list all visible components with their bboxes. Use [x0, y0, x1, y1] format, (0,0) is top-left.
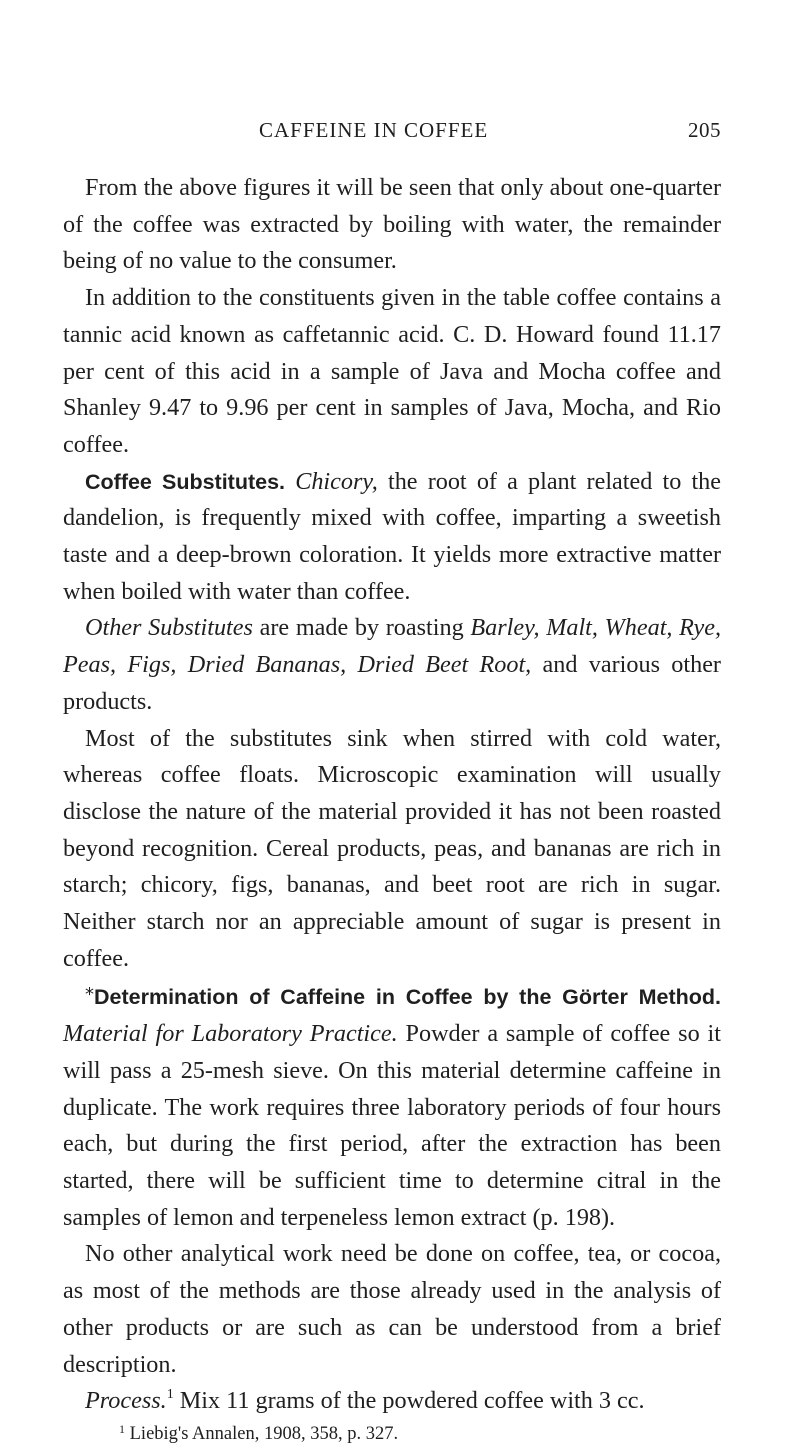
- paragraph-gorter-method: [63, 977, 721, 1236]
- italic-chicory: Chicory,: [295, 467, 378, 495]
- paragraph-text: and various other products.: [63, 651, 721, 715]
- footnote-reference: 1: [166, 1387, 174, 1403]
- italic-other-substitutes: Other Substitutes: [85, 614, 253, 642]
- footnote-text: Liebig's Annalen, 1908, 358, p. 327.: [125, 1423, 399, 1444]
- page-number: 205: [688, 118, 721, 142]
- running-head: [63, 118, 721, 148]
- paragraph-text: are made by roasting: [252, 614, 471, 642]
- paragraph-text: the root of a plant related to the dandelion, is frequently mixed with coffee, imparting a sweetish taste and a deep-brown coloration. It yields more extractive matter when boiled with water than coffee.: [63, 467, 722, 605]
- book-page: [63, 118, 721, 1446]
- italic-substitute-list: Barley, Malt, Wheat, Rye, Peas, Figs, Dried Bananas, Dried Beet Root,: [63, 614, 722, 679]
- footnote: [63, 1422, 721, 1446]
- section-heading-substitutes: Coffee Substitutes.: [85, 469, 286, 494]
- italic-material-practice: Material for Laboratory Practice.: [63, 1020, 398, 1048]
- running-head-title: CAFFEINE IN COFFEE: [259, 118, 489, 142]
- paragraph-other-work: No other analytical work need be done on coffee, tea, or cocoa, as most of the methods are those already used in the analysis of other products or are such as can be understood from a brief description.: [63, 1240, 721, 1378]
- paragraph-coffee-substitutes: [63, 464, 721, 611]
- italic-process: Process.: [85, 1387, 167, 1415]
- paragraph-text: Powder a sample of coffee so it will pass a 25-mesh sieve. On this material determine caffeine in duplicate. The work requires three laboratory periods of four hours each, but during the first period, after the extraction has been started, there will be sufficient time to determine citral in the samples of lemon and terpeneless lemon extract (p. 198).: [63, 1020, 721, 1231]
- paragraph-caffetannic-acid: In addition to the constituents given in the table coffee contains a tannic acid known as caffetannic acid. C. D. Howard found 11.17 per cent of this acid in a sample of Java and Mocha coffee and Shanley 9.47 to 9.96 per cent in samples of Java, Mocha, and Rio coffee.: [63, 284, 721, 458]
- body-text: [63, 170, 721, 1420]
- paragraph-sink-float: Most of the substitutes sink when stirred with cold water, whereas coffee floats. Microscopic examination will usually disclose the nature of the material provided it has not been roasted beyond recognition. Cereal products, peas, and bananas are rich in starch; chicory, figs, bananas, and beet root are rich in sugar. Neither starch nor an appreciable amount of sugar is present in coffee.: [63, 724, 721, 972]
- paragraph-other-substitutes: [63, 610, 721, 720]
- footnote-mark: 1: [119, 1421, 125, 1436]
- section-heading-gorter: Determination of Caffeine in Coffee by the Görter Method.: [94, 985, 721, 1010]
- star-marker: *: [85, 984, 94, 1006]
- paragraph-extraction: From the above figures it will be seen that only about one-quarter of the coffee was extracted by boiling with water, the remainder being of no value to the consumer.: [63, 174, 721, 275]
- paragraph-text: Mix 11 grams of the powdered coffee with 3 cc.: [173, 1387, 645, 1415]
- paragraph-process: [63, 1383, 721, 1420]
